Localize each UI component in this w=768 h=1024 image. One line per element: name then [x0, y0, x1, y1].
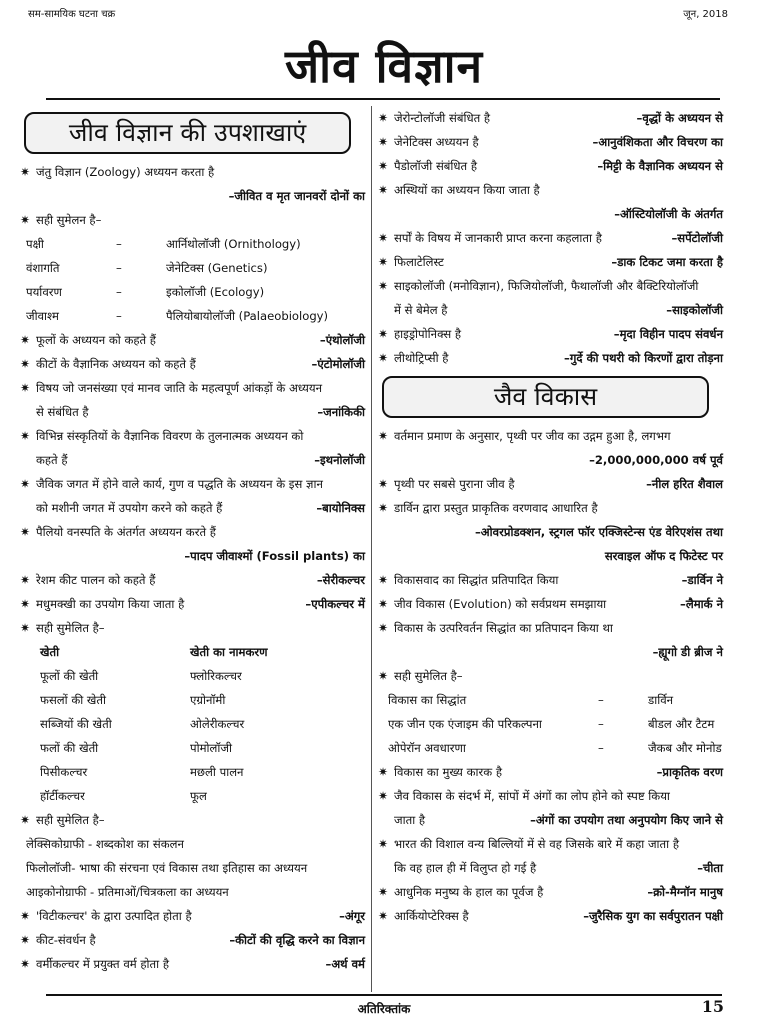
qa-line: ✷ जीव विकास (Evolution) को सर्वप्रथम समझाया –लैमार्क ने — [378, 592, 723, 616]
right-column — [378, 106, 723, 928]
match-line: लेक्सिकोग्राफी - शब्दकोश का संकलन — [26, 837, 184, 851]
qa-line: ✷ रेशम कीट पालन को कहते हैं –सेरीकल्चर — [20, 568, 365, 592]
qa-line: ✷ जेरोन्टोलॉजी संबंधित है –वृद्धों के अध्ययन से — [378, 106, 723, 130]
match-heading: ✷ सही सुमेलित है– — [378, 664, 723, 688]
answer: सरवाइल ऑफ द फिटेस्ट पर — [604, 549, 723, 563]
answer: –जीवित व मृत जानवरों दोनों का — [228, 189, 365, 203]
qa-line: ✷ कीटों के वैज्ञानिक अध्ययन को कहते हैं –एंटोमोलॉजी — [20, 352, 365, 376]
qa-line: में से बेमेल है –साइकोलॉजी — [394, 303, 723, 317]
answer: –ह्यूगो डी ब्रीज ने — [652, 645, 723, 659]
question: ✷ जैव विकास के संदर्भ में, सांपों में अंगों का लोप होने को स्पष्ट किया — [378, 784, 723, 808]
qa-line: ✷ 'विटीकल्चर' के द्वारा उत्पादित होता है –अंगूर — [20, 904, 365, 928]
qa-line: ✷ कीट-संवर्धन है –कीटों की वृद्धि करने का विज्ञान — [20, 928, 365, 952]
qa-line: ✷ सर्पों के विषय में जानकारी प्राप्त करना कहलाता है –सर्पेटोलॉजी — [378, 226, 723, 250]
question: ✷ जैविक जगत में होने वाले कार्य, गुण व पद्धति के अध्ययन के इस ज्ञान — [20, 472, 365, 496]
qa-line: ✷ विकास का मुख्य कारक है –प्राकृतिक वरण — [378, 760, 723, 784]
question: ✷ अस्थियों का अध्ययन किया जाता है — [378, 178, 723, 202]
match-row: पिसीकल्चर मछली पालन — [40, 765, 244, 779]
section-heading-evolution: जैव विकास — [382, 376, 709, 418]
match-heading: ✷ सही सुमेलित है– — [20, 808, 365, 832]
question: ✷ डार्विन द्वारा प्रस्तुत प्राकृतिक वरणवाद आधारित है — [378, 496, 723, 520]
match-line: आइकोनोग्राफी - प्रतिमाओं/चित्रकला का अध्ययन — [26, 885, 229, 899]
qa-line: ✷ पैडोलॉजी संबंधित है –मिट्टी के वैज्ञानिक अध्ययन से — [378, 154, 723, 178]
match-line: फिलोलॉजी- भाषा की संरचना एवं विकास तथा इतिहास का अध्ययन — [26, 861, 308, 875]
qa-line: कि वह हाल ही में विलुप्त हो गई है –चीता — [394, 861, 723, 875]
answer: –ओवरप्रोडक्शन, स्ट्रगल फॉर एक्जिस्टेन्स एंड वेरिएशंस तथा — [475, 525, 723, 539]
left-column — [20, 106, 365, 976]
qa-line: ✷ आर्कियोप्टेरिक्स है –जुरैसिक युग का सर्वपुरातन पक्षी — [378, 904, 723, 928]
match-row: फूलों की खेती फ्लोरिकल्चर — [40, 669, 242, 683]
footer-label: अतिरिक्तांक — [357, 1002, 411, 1016]
qa-line: ✷ हाइड्रोपोनिक्स है –मृदा विहीन पादप संवर्धन — [378, 322, 723, 346]
section-heading-subbranches: जीव विज्ञान की उपशाखाएं — [24, 112, 351, 154]
match-row: फलों की खेती पोमोलॉजी — [40, 741, 232, 755]
match-row: ओपेरॉन अवधारणा – जैकब और मोनोड — [388, 741, 722, 755]
question: ✷ पैलियो वनस्पति के अंतर्गत अध्ययन करते हैं — [20, 520, 365, 544]
match-heading: ✷ सही सुमेलन है– — [20, 208, 365, 232]
match-row: जीवाश्म – पैलियोबायोलॉजी (Palaeobiology) — [26, 309, 329, 323]
qa-line: ✷ मधुमक्खी का उपयोग किया जाता है –एपीकल्चर में — [20, 592, 365, 616]
title-divider — [46, 98, 720, 100]
question: ✷ जंतु विज्ञान (Zoology) अध्ययन करता है — [20, 160, 365, 184]
question: ✷ विषय जो जनसंख्या एवं मानव जाति के महत्वपूर्ण आंकड़ों के अध्ययन — [20, 376, 365, 400]
question: ✷ विकास के उत्परिवर्तन सिद्धांत का प्रतिपादन किया था — [378, 616, 723, 640]
footer-divider — [46, 994, 722, 996]
match-heading: ✷ सही सुमेलित है– — [20, 616, 365, 640]
question: ✷ साइकोलॉजी (मनोविज्ञान), फिजियोलॉजी, फैथालॉजी और बैक्टिरियोलॉजी — [378, 274, 723, 298]
column-divider — [371, 106, 372, 992]
qa-line: ✷ फूलों के अध्ययन को कहते हैं –एंथोलॉजी — [20, 328, 365, 352]
qa-line: ✷ पृथ्वी पर सबसे पुराना जीव है –नील हरित शैवाल — [378, 472, 723, 496]
qa-line: को मशीनी जगत में उपयोग करने को कहते हैं –बायोनिक्स — [36, 501, 365, 515]
match-row: वंशागति – जेनेटिक्स (Genetics) — [26, 261, 268, 275]
qa-line: ✷ लीथोट्रिप्सी है –गुर्दे की पथरी को किरणों द्वारा तोड़ना — [378, 346, 723, 370]
qa-line: जाता है –अंगों का उपयोग तथा अनुपयोग किए जाने से — [394, 813, 723, 827]
answer: –पादप जीवाश्मों (Fossil plants) का — [184, 549, 365, 563]
question: ✷ भारत की विशाल वन्य बिल्लियों में से वह जिसके बारे में कहा जाता है — [378, 832, 723, 856]
qa-line: से संबंधित है –जनांकिकी — [36, 405, 365, 419]
match-row: सब्जियों की खेती ओलेरीकल्चर — [40, 717, 245, 731]
match-row: एक जीन एक एंजाइम की परिकल्पना – बीडल और टैटम — [388, 717, 715, 731]
question: ✷ विभिन्न संस्कृतियों के वैज्ञानिक विवरण के तुलनात्मक अध्ययन को — [20, 424, 365, 448]
page-title: जीव विज्ञान — [284, 39, 484, 93]
qa-line: ✷ आधुनिक मनुष्य के हाल का पूर्वज है –क्रो-मैग्नॉन मानुष — [378, 880, 723, 904]
match-row: विकास का सिद्धांत – डार्विन — [388, 693, 674, 707]
qa-line: ✷ विकासवाद का सिद्धांत प्रतिपादित किया –डार्विन ने — [378, 568, 723, 592]
qa-line: ✷ फिलाटेलिस्ट –डाक टिकट जमा करता है — [378, 250, 723, 274]
magazine-name: सम-सामयिक घटना चक्र — [28, 9, 116, 20]
match-table-header: खेती खेती का नामकरण — [40, 645, 268, 659]
page-number: 15 — [701, 997, 724, 1016]
match-row: पर्यावरण – इकोलॉजी (Ecology) — [26, 285, 265, 299]
qa-line: ✷ जेनेटिक्स अध्ययन है –आनुवंशिकता और विचरण का — [378, 130, 723, 154]
match-row: पक्षी – आर्निथोलॉजी (Ornithology) — [26, 237, 301, 251]
match-row: फसलों की खेती एग्रोनॉमी — [40, 693, 226, 707]
qa-line: कहते हैं –इथनोलॉजी — [36, 453, 365, 467]
answer: –2,000,000,000 वर्ष पूर्व — [589, 453, 723, 467]
question: ✷ वर्तमान प्रमाण के अनुसार, पृथ्वी पर जीव का उद्गम हुआ है, लगभग — [378, 424, 723, 448]
answer: –ऑस्टियोलॉजी के अंतर्गत — [614, 207, 723, 221]
issue-date: जून, 2018 — [683, 9, 728, 20]
qa-line: ✷ वर्मीकल्चर में प्रयुक्त वर्म होता है –अर्थ वर्म — [20, 952, 365, 976]
match-row: हॉर्टीकल्चर फूल — [40, 789, 207, 803]
